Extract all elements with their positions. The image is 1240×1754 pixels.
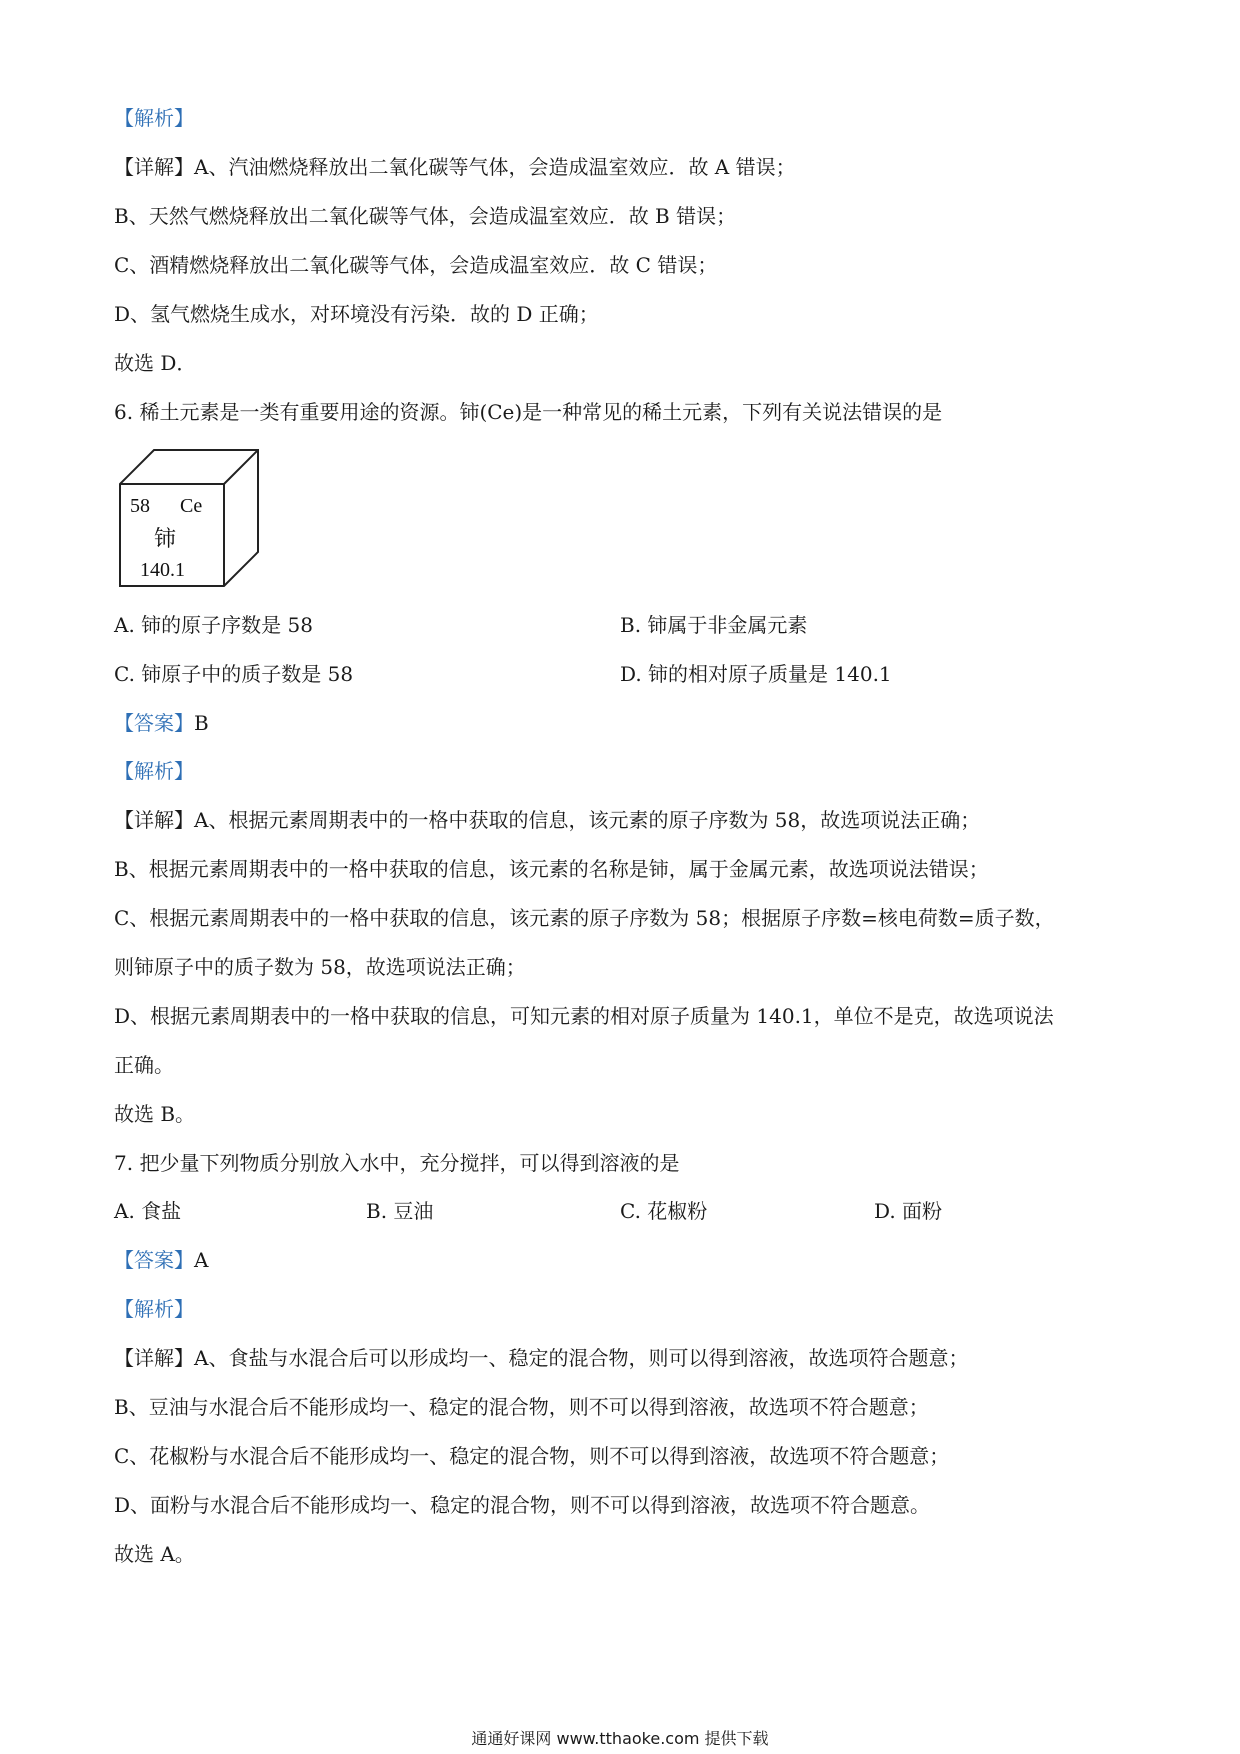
element-cell-cerium (118, 448, 260, 588)
element-symbol: Ce (180, 495, 203, 517)
option-c: C. 花椒粉 (620, 1199, 708, 1223)
jiexi-heading: 【解析】 (114, 1297, 194, 1321)
jiexi-heading: 【解析】 (114, 759, 194, 783)
detail-line: B、天然气燃烧释放出二氧化碳等气体，会造成温室效应．故 B 错误； (114, 204, 737, 228)
option-a: A. 铈的原子序数是 58 (114, 613, 313, 637)
detail-line: C、根据元素周期表中的一格中获取的信息，该元素的原子序数为 58；根据原子序数=核电荷数=质子数， (114, 906, 1055, 930)
option-b: B. 豆油 (366, 1199, 434, 1223)
option-d: D. 铈的相对原子质量是 140.1 (620, 662, 892, 686)
answer-line: 【答案】B (114, 711, 209, 735)
detail-line: 【详解】A、汽油燃烧释放出二氧化碳等气体，会造成温室效应．故 A 错误； (114, 155, 796, 179)
option-d: D. 面粉 (874, 1199, 943, 1223)
atomic-number: 58 (130, 495, 150, 517)
jiexi-heading: 【解析】 (114, 106, 194, 130)
option-b: B. 铈属于非金属元素 (620, 613, 808, 637)
atomic-mass: 140.1 (140, 559, 185, 581)
footer-watermark: 通通好课网 www.tthaoke.com 提供下载 (471, 1729, 769, 1748)
detail-line: B、根据元素周期表中的一格中获取的信息，该元素的名称是铈，属于金属元素，故选项说法错误； (114, 857, 989, 881)
element-name: 铈 (154, 527, 177, 552)
detail-line: D、根据元素周期表中的一格中获取的信息，可知元素的相对原子质量为 140.1，单位不是克，故选项说法 (114, 1004, 1054, 1028)
conclusion: 故选 B。 (114, 1102, 196, 1126)
conclusion: 故选 D． (114, 351, 197, 375)
detail-line: D、氢气燃烧生成水，对环境没有污染．故的 D 正确； (114, 302, 599, 326)
conclusion: 故选 A。 (114, 1542, 195, 1566)
detail-line: D、面粉与水混合后不能形成均一、稳定的混合物，则不可以得到溶液，故选项不符合题意。 (114, 1493, 931, 1517)
option-c: C. 铈原子中的质子数是 58 (114, 662, 354, 686)
question-6: 6. 稀土元素是一类有重要用途的资源。铈(Ce)是一种常见的稀土元素，下列有关说法错误的是 (114, 400, 943, 424)
detail-line: 【详解】A、根据元素周期表中的一格中获取的信息，该元素的原子序数为 58，故选项说法正确； (114, 808, 981, 832)
detail-line: C、酒精燃烧释放出二氧化碳等气体，会造成温室效应．故 C 错误； (114, 253, 718, 277)
detail-line: 【详解】A、食盐与水混合后可以形成均一、稳定的混合物，则可以得到溶液，故选项符合题意； (114, 1346, 969, 1370)
detail-line: 正确。 (114, 1053, 174, 1077)
detail-line: C、花椒粉与水混合后不能形成均一、稳定的混合物，则不可以得到溶液，故选项不符合题意； (114, 1444, 950, 1468)
question-7: 7. 把少量下列物质分别放入水中，充分搅拌，可以得到溶液的是 (114, 1151, 680, 1175)
detail-line: B、豆油与水混合后不能形成均一、稳定的混合物，则不可以得到溶液，故选项不符合题意； (114, 1395, 929, 1419)
answer-line: 【答案】A (114, 1248, 209, 1272)
detail-line: 则铈原子中的质子数为 58，故选项说法正确； (114, 955, 526, 979)
option-a: A. 食盐 (114, 1199, 182, 1223)
